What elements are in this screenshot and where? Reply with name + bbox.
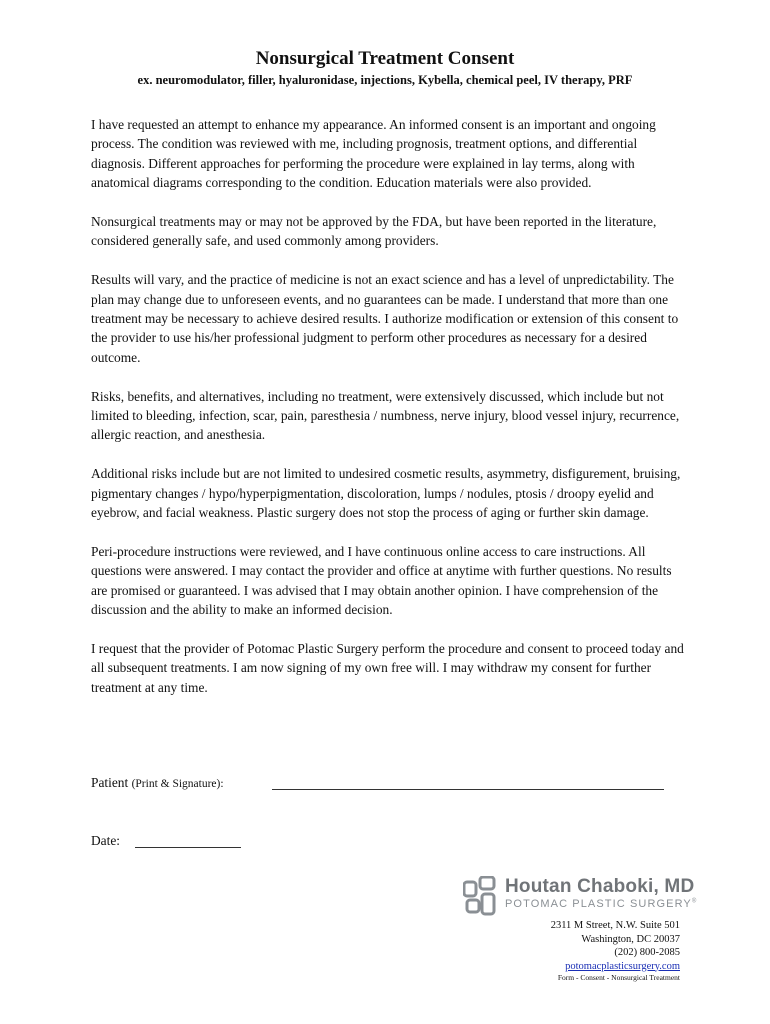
paragraph-results: Results will vary, and the practice of medicine is not an exact science and has a level of unpredictability. The plan may change due to unforeseen events, and no guarantees can be made. I understand that more than one treatment may be necessary to achieve desired results. I authorize modification or extension of this consent to the provider to use his/her professional judgment to perform other procedures as necessary for a desired outcome.	[91, 272, 679, 365]
patient-label: Patient	[91, 775, 129, 790]
patient-signature-label	[91, 775, 224, 791]
paragraph-fda: Nonsurgical treatments may or may not be approved by the FDA, but have been reported in the literature, considered generally safe, and used commonly among providers.	[91, 214, 657, 249]
paragraph-request: I have requested an attempt to enhance my appearance. An informed consent is an important and ongoing process. The condition was reviewed with me, including prognosis, treatment options, and differential diagnosis. Different approaches for performing the procedure were explained in lay terms, along with anatomical diagrams corresponding to the condition. Education materials were also provided.	[91, 117, 656, 191]
date-line[interactable]	[135, 847, 241, 848]
registered-mark: ®	[691, 898, 698, 905]
patient-hint: (Print & Signature):	[131, 778, 224, 790]
address-line1: 2311 M Street, N.W. Suite 501	[550, 920, 680, 931]
patient-signature-line[interactable]	[272, 789, 664, 790]
logo-subtitle	[505, 898, 697, 910]
logo-subtitle-text: POTOMAC PLASTIC SURGERY	[505, 898, 692, 910]
logo-name: Houtan Chaboki, MD	[505, 876, 695, 897]
phone-number: (202) 800-2085	[614, 947, 680, 958]
logo-mark-icon	[463, 876, 497, 916]
paragraph-risks: Risks, benefits, and alternatives, including no treatment, were extensively discussed, which include but not limited to bleeding, infection, scar, pain, paresthesia / numbness, nerve injury, blood vessel injury, recurrence, allergic reaction, and anesthesia.	[91, 388, 680, 443]
page-subtitle: ex. neuromodulator, filler, hyaluronidase, injections, Kybella, chemical peel, IV therapy, PRF	[137, 73, 633, 87]
website-link[interactable]: potomacplasticsurgery.com	[565, 960, 680, 972]
paragraph-instructions: Peri-procedure instructions were reviewed, and I have continuous online access to care instructions. All questions were answered. I may contact the provider and office at anytime with further questions. No results are promised or guaranteed. I was advised that I may obtain another opinion. I have comprehension of the discussion and the ability to make an informed decision.	[91, 543, 672, 618]
date-label: Date:	[91, 833, 120, 848]
practice-logo	[463, 876, 698, 918]
form-identifier: Form - Consent - Nonsurgical Treatment	[557, 973, 680, 982]
consent-body	[91, 115, 691, 716]
address-line2: Washington, DC 20037	[581, 933, 680, 945]
page-title: Nonsurgical Treatment Consent	[255, 48, 515, 69]
practice-address	[551, 919, 680, 983]
paragraph-additional-risks: Additional risks include but are not limited to undesired cosmetic results, asymmetry, disfigurement, bruising, pigmentary changes / hypo/hyperpigmentation, discoloration, lumps / nodules, ptosis / droopy eyelid and eyebrow, and facial weakness. Plastic surgery does not stop the process of aging or further skin damage.	[91, 466, 681, 521]
paragraph-request-proceed: I request that the provider of Potomac Plastic Surgery perform the procedure and consent to proceed today and all subsequent treatments. I am now signing of my own free will. I may withdraw my consent for further treatment at any time.	[91, 640, 684, 695]
